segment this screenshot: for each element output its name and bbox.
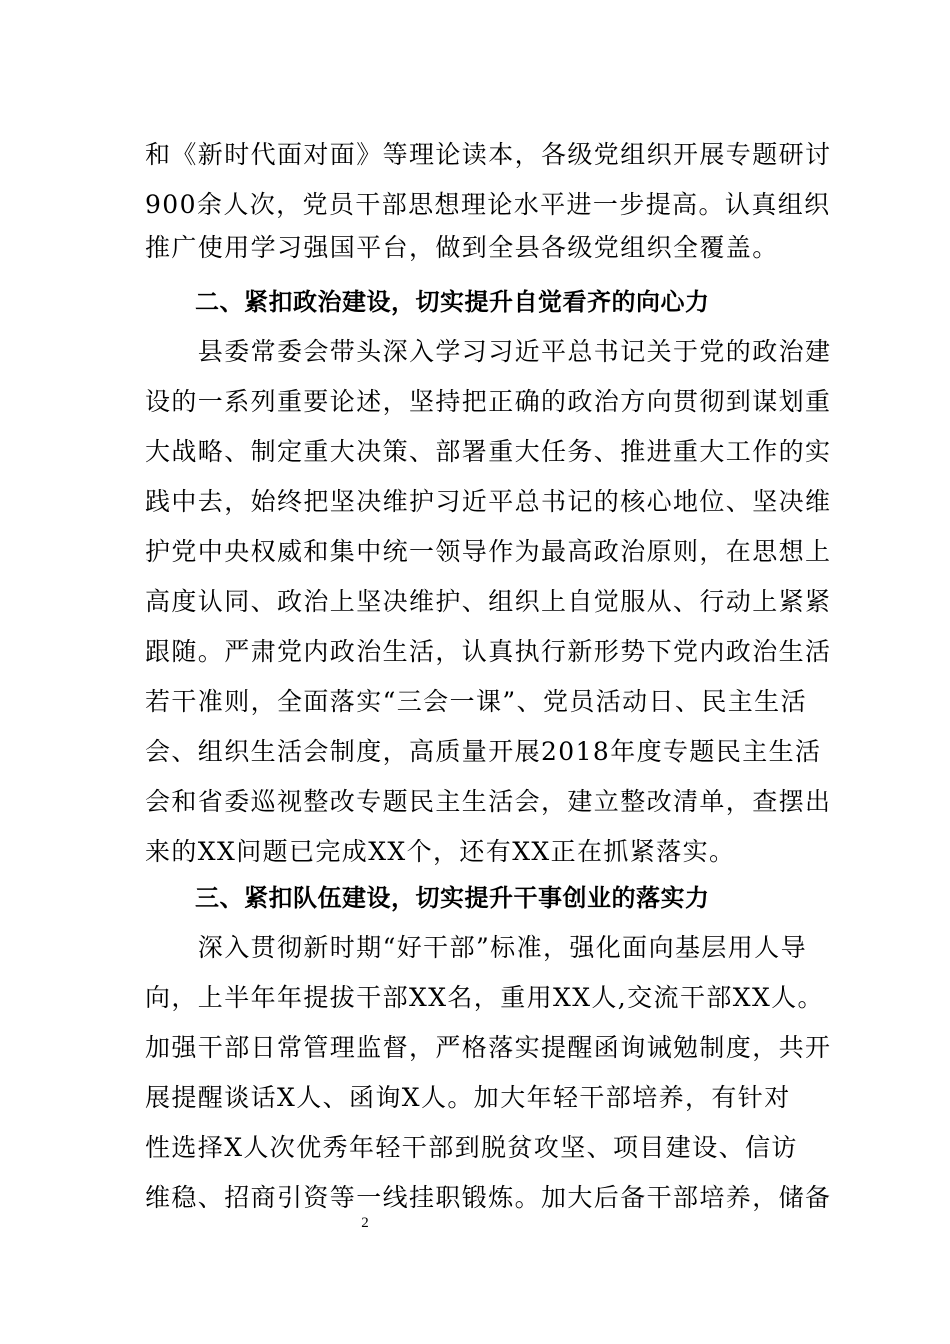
section-heading-team-building: 三、紧扣队伍建设，切实提升干事创业的落实力 — [195, 884, 710, 912]
body-text-line: 性选择X人次优秀年轻干部到脱贫攻坚、项目建设、信访 — [145, 1133, 798, 1162]
body-text-line: 大战略、制定重大决策、部署重大任务、推进重大工作的实 — [145, 437, 832, 466]
body-text-line: 和《新时代面对面》等理论读本，各级党组织开展专题研讨 — [145, 140, 832, 169]
body-text-line: 高度认同、政治上坚决维护、组织上自觉服从、行动上紧紧 — [145, 587, 832, 616]
body-text-line: 900余人次，党员干部思想理论水平进一步提高。认真组织 — [145, 190, 831, 219]
body-text-line: 向，上半年年提拔干部XX名，重用XX人,交流干部XX人。 — [145, 983, 824, 1012]
body-text-line: 跟随。严肃党内政治生活，认真执行新形势下党内政治生活 — [145, 637, 832, 666]
body-text-line: 会和省委巡视整改专题民主生活会，建立整改清单，查摆出 — [145, 787, 832, 816]
body-text-line: 深入贯彻新时期“好干部”标准，强化面向基层用人导 — [145, 933, 807, 962]
body-text-line: 若干准则，全面落实“三会一课”、党员活动日、民主生活 — [145, 687, 807, 716]
body-text-line: 践中去，始终把坚决维护习近平总书记的核心地位、坚决维 — [145, 487, 832, 516]
body-text-line: 护党中央权威和集中统一领导作为最高政治原则，在思想上 — [145, 537, 832, 566]
body-text-line: 展提醒谈话X人、函询X人。加大年轻干部培养，有针对 — [145, 1083, 791, 1112]
body-text-line: 来的XX问题已完成XX个，还有XX正在抓紧落实。 — [145, 837, 736, 866]
body-text-line: 会、组织生活会制度，高质量开展2018年度专题民主生活 — [145, 737, 822, 766]
body-text-line: 推广使用学习强国平台，做到全县各级党组织全覆盖。 — [145, 233, 779, 262]
section-heading-political-building: 二、紧扣政治建设，切实提升自觉看齐的向心力 — [195, 288, 710, 316]
body-text-line: 设的一系列重要论述，坚持把正确的政治方向贯彻到谋划重 — [145, 387, 832, 416]
body-text-line: 维稳、招商引资等一线挂职锻炼。加大后备干部培养，储备 — [145, 1183, 832, 1212]
body-text-line: 加强干部日常管理监督，严格落实提醒函询诫勉制度，共开 — [145, 1033, 832, 1062]
body-text-line: 县委常委会带头深入学习习近平总书记关于党的政治建 — [145, 337, 832, 366]
page-number: 2 — [361, 1215, 369, 1231]
